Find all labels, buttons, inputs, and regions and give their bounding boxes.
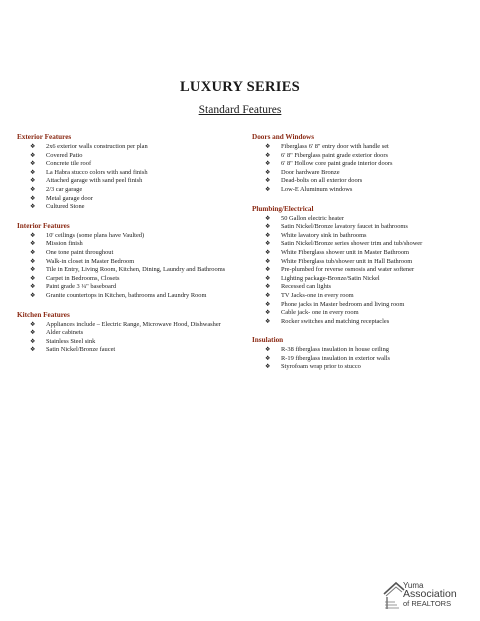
- list-item-text: Covered Patio: [46, 151, 83, 159]
- list-item: [252, 240, 467, 249]
- list-item-text: Door hardware Bronze: [281, 168, 340, 176]
- list-item: [252, 283, 467, 292]
- list-item-text: 50 Gallon electric heater: [281, 214, 344, 222]
- list-item: [252, 355, 467, 364]
- list-item: [252, 223, 467, 232]
- list-item-text: One tone paint throughout: [46, 248, 114, 256]
- feature-section: [17, 222, 232, 301]
- list-item: [252, 152, 467, 161]
- diamond-bullet-icon: ❖: [30, 347, 36, 354]
- list-item: [252, 301, 467, 310]
- diamond-bullet-icon: ❖: [265, 301, 271, 308]
- diamond-bullet-icon: ❖: [265, 258, 271, 265]
- feature-section: [252, 205, 467, 327]
- list-item-text: Rocker switches and matching receptacles: [281, 317, 390, 325]
- list-item-text: 2/3 car garage: [46, 185, 83, 193]
- diamond-bullet-icon: ❖: [265, 186, 271, 193]
- diamond-bullet-icon: ❖: [265, 292, 271, 299]
- diamond-bullet-icon: ❖: [30, 275, 36, 282]
- feature-list: [252, 215, 467, 327]
- diamond-bullet-icon: ❖: [265, 169, 271, 176]
- list-item: [252, 266, 467, 275]
- list-item-text: 6' 8" Hollow core paint grade interior doors: [281, 160, 393, 168]
- right-column: [252, 133, 467, 382]
- diamond-bullet-icon: ❖: [30, 267, 36, 274]
- list-item: [252, 363, 467, 372]
- diamond-bullet-icon: ❖: [265, 249, 271, 256]
- list-item: [252, 249, 467, 258]
- list-item-text: Satin Nickel/Bronze faucet: [46, 346, 116, 354]
- diamond-bullet-icon: ❖: [265, 232, 271, 239]
- list-item-text: 6' 8" Fiberglass paint grade exterior doors: [281, 151, 388, 159]
- diamond-bullet-icon: ❖: [30, 169, 36, 176]
- list-item-text: TV Jacks-one in every room: [281, 291, 354, 299]
- diamond-bullet-icon: ❖: [30, 321, 36, 328]
- diamond-bullet-icon: ❖: [30, 152, 36, 159]
- list-item-text: 10' ceilings (some plans have Vaulted): [46, 231, 145, 239]
- section-title: Plumbing/Electrical: [252, 204, 314, 213]
- list-item-text: Phone jacks in Master bedroom and living room: [281, 300, 405, 308]
- feature-section: [17, 133, 232, 212]
- diamond-bullet-icon: ❖: [30, 258, 36, 265]
- list-item: [17, 177, 232, 186]
- list-item: [17, 169, 232, 178]
- list-item-text: Attached garage with sand peel finish: [46, 177, 143, 185]
- logo-line-realtors: of REALTORS: [403, 599, 452, 608]
- feature-list: [17, 143, 232, 212]
- feature-list: [17, 232, 232, 301]
- list-item-text: Metal garage door: [46, 194, 93, 202]
- list-item: [252, 215, 467, 224]
- list-item: [17, 338, 232, 347]
- list-item: [252, 275, 467, 284]
- diamond-bullet-icon: ❖: [265, 161, 271, 168]
- diamond-bullet-icon: ❖: [265, 275, 271, 282]
- list-item: [17, 346, 232, 355]
- list-item-text: White Fiberglass tub/shower unit in Hall Bathroom: [281, 257, 413, 265]
- list-item: [17, 249, 232, 258]
- diamond-bullet-icon: ❖: [265, 144, 271, 150]
- diamond-bullet-icon: ❖: [30, 204, 36, 211]
- list-item-text: R-19 fiberglass insulation in exterior walls: [281, 354, 391, 362]
- list-item-text: Granite countertops in Kitchen, bathrooms and Laundry Room: [46, 291, 207, 299]
- diamond-bullet-icon: ❖: [30, 195, 36, 202]
- diamond-bullet-icon: ❖: [265, 152, 271, 159]
- feature-section: [17, 311, 232, 355]
- list-item-text: R-38 fiberglass insulation in house ceiling: [281, 346, 389, 354]
- list-item: [17, 275, 232, 284]
- diamond-bullet-icon: ❖: [265, 224, 271, 231]
- list-item: [17, 232, 232, 241]
- list-item: [17, 195, 232, 204]
- diamond-bullet-icon: ❖: [265, 267, 271, 274]
- section-title: Interior Features: [17, 221, 70, 230]
- diamond-bullet-icon: ❖: [265, 284, 271, 291]
- yuma-association-logo: [383, 578, 465, 614]
- list-item: [17, 203, 232, 212]
- list-item-text: White lavatory sink in bathrooms: [281, 231, 367, 239]
- feature-list: [252, 346, 467, 372]
- list-item-text: Recessed can lights: [281, 283, 332, 291]
- list-item-text: La Habra stucco colors with sand finish: [46, 168, 148, 176]
- section-title: Insulation: [252, 336, 284, 345]
- diamond-bullet-icon: ❖: [265, 364, 271, 371]
- list-item-text: Low-E Aluminum windows: [281, 185, 353, 193]
- list-item-text: 2x6 exterior walls construction per plan: [46, 143, 148, 150]
- list-item-text: Satin Nickel/Bronze lavatory faucet in bathrooms: [281, 223, 408, 231]
- list-item-text: Cultured Stone: [46, 203, 85, 211]
- list-item: [252, 346, 467, 355]
- list-item-text: Styrofoam wrap prior to stucco: [281, 363, 361, 371]
- diamond-bullet-icon: ❖: [265, 215, 271, 222]
- list-item: [17, 258, 232, 267]
- list-item-text: White Fiberglass shower unit in Master Bathroom: [281, 248, 410, 256]
- list-item-text: Mission finish: [46, 240, 83, 248]
- list-item-text: Pre-plumbed for reverse osmosis and water softener: [281, 266, 415, 274]
- feature-list: [17, 321, 232, 355]
- page-title: LUXURY SERIES: [179, 79, 301, 95]
- left-column: [17, 133, 232, 365]
- list-item-text: Stainless Steel sink: [46, 337, 96, 345]
- diamond-bullet-icon: ❖: [30, 161, 36, 168]
- list-item: [17, 329, 232, 338]
- diamond-bullet-icon: ❖: [265, 318, 271, 325]
- diamond-bullet-icon: ❖: [30, 178, 36, 185]
- list-item: [17, 266, 232, 275]
- diamond-bullet-icon: ❖: [265, 310, 271, 317]
- diamond-bullet-icon: ❖: [30, 186, 36, 193]
- diamond-bullet-icon: ❖: [30, 284, 36, 291]
- diamond-bullet-icon: ❖: [265, 347, 271, 354]
- list-item: [252, 232, 467, 241]
- logo-line-yuma: Yuma: [403, 581, 424, 590]
- list-item: [252, 309, 467, 318]
- page-subtitle: Standard Features: [198, 104, 282, 116]
- diamond-bullet-icon: ❖: [265, 178, 271, 185]
- list-item: [17, 152, 232, 161]
- diamond-bullet-icon: ❖: [30, 241, 36, 248]
- house-roof-icon: [383, 580, 405, 610]
- section-title: Kitchen Features: [17, 310, 70, 319]
- list-item-text: Carpet in Bedrooms, Closets: [46, 274, 120, 282]
- diamond-bullet-icon: ❖: [30, 330, 36, 337]
- feature-list: [252, 143, 467, 195]
- diamond-bullet-icon: ❖: [30, 144, 36, 150]
- list-item-text: Paint grade 3 ¼" baseboard: [46, 283, 117, 291]
- list-item-text: Lighting package-Bronze/Satin Nickel: [281, 274, 380, 282]
- feature-section: [252, 336, 467, 372]
- list-item-text: Concrete tile roof: [46, 160, 92, 168]
- list-item-text: Alder cabinets: [46, 329, 84, 337]
- list-item-text: Walk-in closet in Master Bedroom: [46, 257, 135, 265]
- diamond-bullet-icon: ❖: [30, 249, 36, 256]
- list-item: [252, 160, 467, 169]
- diamond-bullet-icon: ❖: [30, 232, 36, 239]
- list-item-text: Tile in Entry, Living Room, Kitchen, Dining, Laundry and Bathrooms: [46, 266, 226, 274]
- list-item: [17, 160, 232, 169]
- diamond-bullet-icon: ❖: [30, 292, 36, 299]
- list-item-text: Appliances include – Electric Range, Microwave Hood, Dishwasher: [46, 320, 221, 328]
- section-title: Exterior Features: [17, 133, 72, 141]
- list-item-text: Cable jack- one in every room: [281, 309, 359, 317]
- list-item: [17, 240, 232, 249]
- diamond-bullet-icon: ❖: [265, 241, 271, 248]
- list-item: [252, 143, 467, 152]
- diamond-bullet-icon: ❖: [265, 355, 271, 362]
- list-item: [17, 143, 232, 152]
- logo-text: [403, 581, 457, 608]
- list-item: [252, 258, 467, 267]
- list-item-text: Satin Nickel/Bronze series shower trim and tub/shower: [281, 240, 423, 248]
- list-item: [252, 177, 467, 186]
- feature-section: [252, 133, 467, 195]
- list-item-text: Fiberglass 6' 8" entry door with handle set: [281, 143, 389, 150]
- list-item: [252, 318, 467, 327]
- list-item: [17, 292, 232, 301]
- list-item-text: Dead-bolts on all exterior doors: [281, 177, 363, 185]
- list-item: [17, 186, 232, 195]
- list-item: [252, 169, 467, 178]
- list-item: [17, 321, 232, 330]
- list-item: [252, 292, 467, 301]
- list-item: [252, 186, 467, 195]
- list-item: [17, 283, 232, 292]
- diamond-bullet-icon: ❖: [30, 338, 36, 345]
- section-title: Doors and Windows: [252, 133, 315, 141]
- logo-line-association: Association: [403, 588, 457, 600]
